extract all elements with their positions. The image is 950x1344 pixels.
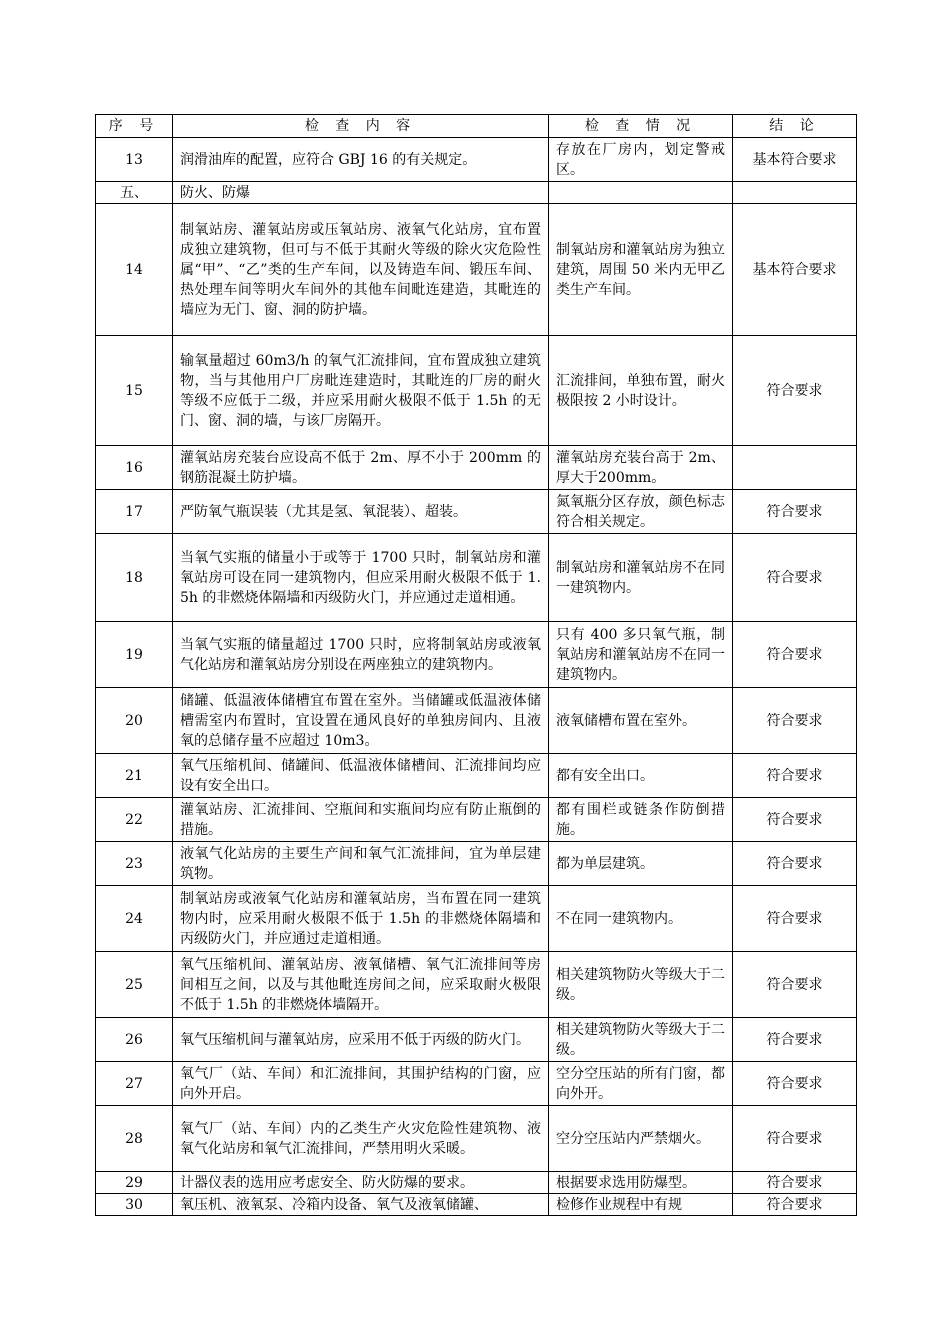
- table-row: [96, 688, 857, 754]
- cell-situation: 液氧储槽布置在室外。: [549, 688, 733, 754]
- table-row: [96, 952, 857, 1018]
- cell-no: 21: [96, 754, 173, 798]
- cell-conclusion: 符合要求: [733, 754, 857, 798]
- cell-content: 氧气压缩机间、灌氧站房、液氧储槽、氧气汇流排间等房间相互之间，以及与其他毗连房间之间，应采取耐火极限不低于 1.5h 的非燃烧体墙隔开。: [173, 952, 549, 1018]
- table-row: [96, 754, 857, 798]
- cell-no: 28: [96, 1106, 173, 1172]
- table-row: [96, 1018, 857, 1062]
- table-header-row: [96, 115, 857, 138]
- cell-conclusion: [733, 182, 857, 204]
- cell-content: 润滑油库的配置，应符合 GBJ 16 的有关规定。: [173, 138, 549, 182]
- cell-content: 防火、防爆: [173, 182, 549, 204]
- cell-content: 计器仪表的选用应考虑安全、防火防爆的要求。: [173, 1172, 549, 1194]
- cell-content: 严防氧气瓶误装（尤其是氢、氧混装）、超装。: [173, 490, 549, 534]
- cell-no: 23: [96, 842, 173, 886]
- cell-content: 灌氧站房、汇流排间、空瓶间和实瓶间均应有防止瓶倒的措施。: [173, 798, 549, 842]
- cell-situation: 制氧站房和灌氧站房不在同一建筑物内。: [549, 534, 733, 622]
- table-row: [96, 336, 857, 446]
- cell-situation: 不在同一建筑物内。: [549, 886, 733, 952]
- cell-no: 22: [96, 798, 173, 842]
- cell-conclusion: 符合要求: [733, 1172, 857, 1194]
- section-row: [96, 182, 857, 204]
- cell-content: 液氧气化站房的主要生产间和氧气汇流排间，宜为单层建筑物。: [173, 842, 549, 886]
- table-body: [96, 138, 857, 1216]
- table-row: [96, 490, 857, 534]
- cell-conclusion: 符合要求: [733, 336, 857, 446]
- cell-content: 储罐、低温液体储槽宜布置在室外。当储罐或低温液体储槽需室内布置时，宜设置在通风良好的单独房间内、且液氧的总储存量不应超过 10m3。: [173, 688, 549, 754]
- header-content: 检 查 内 容: [173, 115, 549, 138]
- cell-conclusion: 符合要求: [733, 490, 857, 534]
- cell-conclusion: 符合要求: [733, 1106, 857, 1172]
- cell-no: 26: [96, 1018, 173, 1062]
- cell-conclusion: 符合要求: [733, 534, 857, 622]
- cell-situation: 氮氧瓶分区存放，颜色标志符合相关规定。: [549, 490, 733, 534]
- cell-situation: [549, 182, 733, 204]
- cell-no: 19: [96, 622, 173, 688]
- cell-content: 当氧气实瓶的储量超过 1700 只时，应将制氧站房或液氧气化站房和灌氧站房分别设在两座独立的建筑物内。: [173, 622, 549, 688]
- cell-situation: 都有安全出口。: [549, 754, 733, 798]
- header-no: 序 号: [96, 115, 173, 138]
- cell-conclusion: 符合要求: [733, 1194, 857, 1216]
- table-row: [96, 798, 857, 842]
- cell-situation: 灌氧站房充装台高于 2m、厚大于200mm。: [549, 446, 733, 490]
- cell-situation: 都有围栏或链条作防倒措施。: [549, 798, 733, 842]
- table-row: [96, 1172, 857, 1194]
- table-row: [96, 1062, 857, 1106]
- table-row: [96, 622, 857, 688]
- cell-conclusion: [733, 446, 857, 490]
- cell-content: 灌氧站房充装台应设高不低于 2m、厚不小于 200mm 的钢筋混凝土防护墙。: [173, 446, 549, 490]
- cell-content: 输氧量超过 60m3/h 的氧气汇流排间，宜布置成独立建筑物，当与其他用户厂房毗连建造时，其毗连的厂房的耐火等级不应低于二级，并应采用耐火极限不低于 1.5h 的无门、窗、洞的墙，与该厂房隔开。: [173, 336, 549, 446]
- table-row: [96, 534, 857, 622]
- cell-content: 氧气厂（站、车间）内的乙类生产火灾危险性建筑物、液氧气化站房和氧气汇流排间，严禁用明火采暖。: [173, 1106, 549, 1172]
- table-row: [96, 842, 857, 886]
- cell-conclusion: 符合要求: [733, 1062, 857, 1106]
- header-situation: 检 查 情 况: [549, 115, 733, 138]
- cell-situation: 空分空压站的所有门窗，都向外开。: [549, 1062, 733, 1106]
- cell-situation: 相关建筑物防火等级大于二级。: [549, 1018, 733, 1062]
- cell-content: 氧气厂（站、车间）和汇流排间，其围护结构的门窗，应向外开启。: [173, 1062, 549, 1106]
- cell-situation: 根据要求选用防爆型。: [549, 1172, 733, 1194]
- cell-no: 14: [96, 204, 173, 336]
- cell-situation: 只有 400 多只氧气瓶，制氧站房和灌氧站房不在同一建筑物内。: [549, 622, 733, 688]
- cell-situation: 汇流排间，单独布置，耐火极限按 2 小时设计。: [549, 336, 733, 446]
- cell-content: 制氧站房、灌氧站房或压氧站房、液氧气化站房，宜布置成独立建筑物，但可与不低于其耐火等级的除火灾危险性属“甲”、“乙”类的生产车间，以及铸造车间、锻压车间、热处理车间等明火车间外的其他车间毗连建造，其毗连的墙应为无门、窗、洞的防护墙。: [173, 204, 549, 336]
- cell-situation: 制氧站房和灌氧站房为独立建筑，周围 50 米内无甲乙类生产车间。: [549, 204, 733, 336]
- cell-no: 五、: [96, 182, 173, 204]
- table-row: [96, 1106, 857, 1172]
- cell-situation: 检修作业规程中有规: [549, 1194, 733, 1216]
- cell-situation: 都为单层建筑。: [549, 842, 733, 886]
- table-row: [96, 446, 857, 490]
- cell-no: 27: [96, 1062, 173, 1106]
- cell-situation: 存放在厂房内，划定警戒区。: [549, 138, 733, 182]
- cell-conclusion: 符合要求: [733, 688, 857, 754]
- cell-conclusion: 符合要求: [733, 798, 857, 842]
- cell-content: 制氧站房或液氧气化站房和灌氧站房，当布置在同一建筑物内时，应采用耐火极限不低于 1.5h 的非燃烧体隔墙和丙级防火门，并应通过走道相通。: [173, 886, 549, 952]
- cell-no: 16: [96, 446, 173, 490]
- cell-no: 18: [96, 534, 173, 622]
- table-row: [96, 204, 857, 336]
- table-row: [96, 1194, 857, 1216]
- cell-conclusion: 符合要求: [733, 622, 857, 688]
- cell-no: 17: [96, 490, 173, 534]
- cell-content: 氧气压缩机间、储罐间、低温液体储槽间、汇流排间均应设有安全出口。: [173, 754, 549, 798]
- cell-no: 15: [96, 336, 173, 446]
- cell-conclusion: 基本符合要求: [733, 204, 857, 336]
- cell-conclusion: 符合要求: [733, 842, 857, 886]
- header-conclusion: 结 论: [733, 115, 857, 138]
- table-row: [96, 138, 857, 182]
- cell-no: 20: [96, 688, 173, 754]
- inspection-table: [95, 114, 857, 1216]
- cell-situation: 相关建筑物防火等级大于二级。: [549, 952, 733, 1018]
- cell-no: 24: [96, 886, 173, 952]
- cell-conclusion: 符合要求: [733, 952, 857, 1018]
- cell-no: 13: [96, 138, 173, 182]
- cell-conclusion: 符合要求: [733, 886, 857, 952]
- table-row: [96, 886, 857, 952]
- cell-no: 25: [96, 952, 173, 1018]
- cell-content: 氧气压缩机间与灌氧站房，应采用不低于丙级的防火门。: [173, 1018, 549, 1062]
- cell-content: 当氧气实瓶的储量小于或等于 1700 只时，制氧站房和灌氧站房可设在同一建筑物内，但应采用耐火极限不低于 1.5h 的非燃烧体隔墙和丙级防火门，并应通过走道相通。: [173, 534, 549, 622]
- cell-conclusion: 基本符合要求: [733, 138, 857, 182]
- cell-conclusion: 符合要求: [733, 1018, 857, 1062]
- cell-no: 30: [96, 1194, 173, 1216]
- cell-no: 29: [96, 1172, 173, 1194]
- cell-content: 氧压机、液氧泵、冷箱内设备、氧气及液氧储罐、: [173, 1194, 549, 1216]
- cell-situation: 空分空压站内严禁烟火。: [549, 1106, 733, 1172]
